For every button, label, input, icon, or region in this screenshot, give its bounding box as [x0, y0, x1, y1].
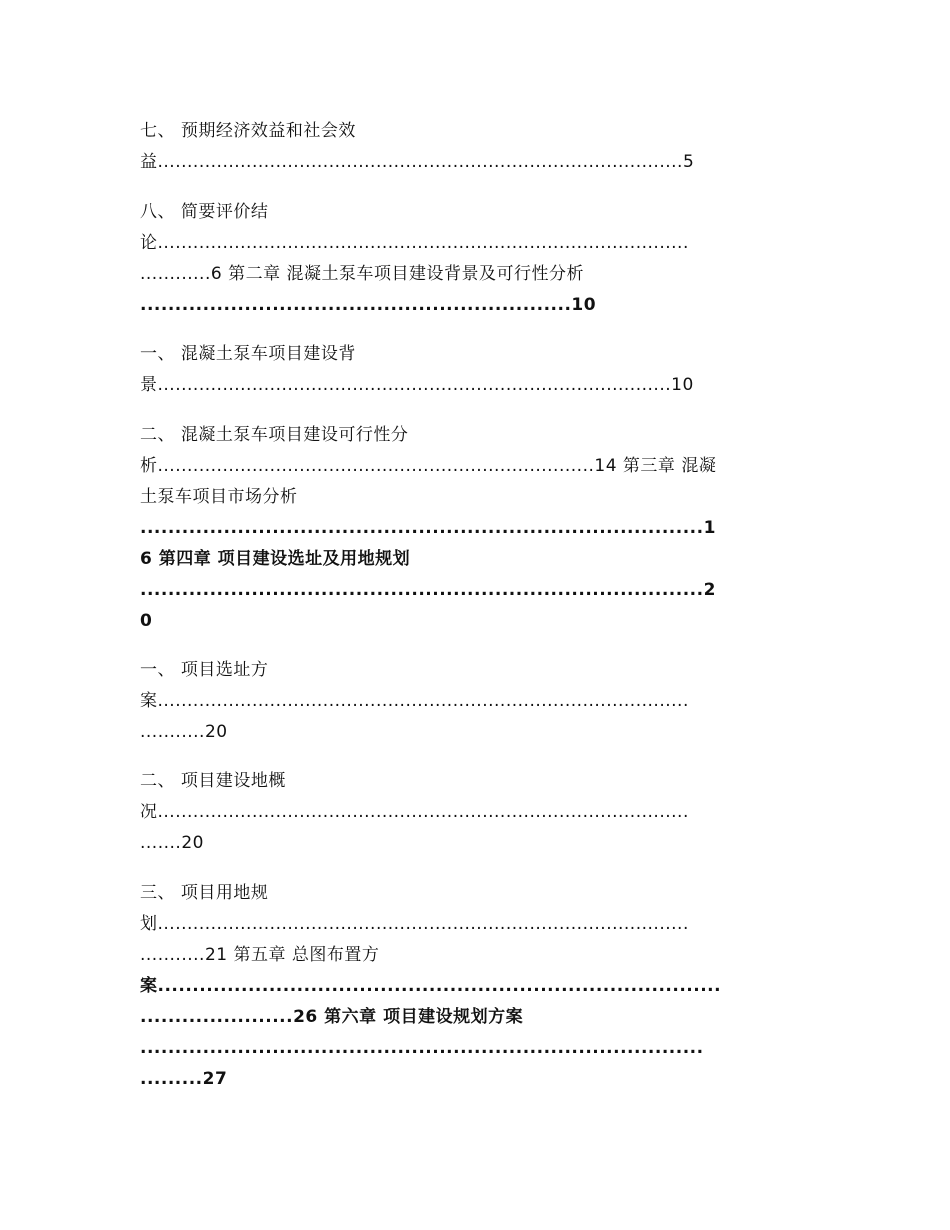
toc-line: ..............................................................10 [140, 295, 597, 315]
toc-line: 论.......................................................................................... [140, 233, 689, 253]
toc-line: 况.......................................................................................... [140, 802, 689, 822]
toc-line: ...........21 第五章 总图布置方 [140, 945, 380, 965]
toc-line: 案.......................................................................................... [140, 691, 689, 711]
toc-line: .................................................................................1 [140, 518, 716, 538]
toc-line: 划.......................................................................................... [140, 914, 689, 934]
toc-line: 6 第四章 项目建设选址及用地规划 [140, 549, 411, 569]
toc-line: 案................................................................................. [140, 976, 722, 996]
toc-line: 一、 混凝土泵车项目建设背 [140, 344, 356, 364]
toc-line: 二、 项目建设地概 [140, 771, 286, 791]
toc-line: 土泵车项目市场分析 [140, 487, 298, 507]
toc-line: 二、 混凝土泵车项目建设可行性分 [140, 425, 409, 445]
toc-line: 析..........................................................................14 第三章 混凝 [140, 456, 717, 476]
toc-line: 景.......................................................................................10 [140, 375, 694, 395]
toc-line: 0 [140, 611, 153, 631]
toc-line: 七、 预期经济效益和社会效 [140, 121, 356, 141]
toc-line: ................................................................................. [140, 1038, 704, 1058]
toc-line: 八、 简要评价结 [140, 202, 269, 222]
toc-line: 三、 项目用地规 [140, 883, 269, 903]
toc-line: .................................................................................2 [140, 580, 716, 600]
toc-line: ......................26 第六章 项目建设规划方案 [140, 1007, 524, 1027]
toc-line: 益.........................................................................................5 [140, 152, 695, 172]
toc-line: 一、 项目选址方 [140, 660, 269, 680]
toc-line: ............6 第二章 混凝土泵车项目建设背景及可行性分析 [140, 264, 584, 284]
toc-line: ...........20 [140, 722, 228, 742]
toc-line: .........27 [140, 1069, 228, 1089]
toc-line: .......20 [140, 833, 204, 853]
